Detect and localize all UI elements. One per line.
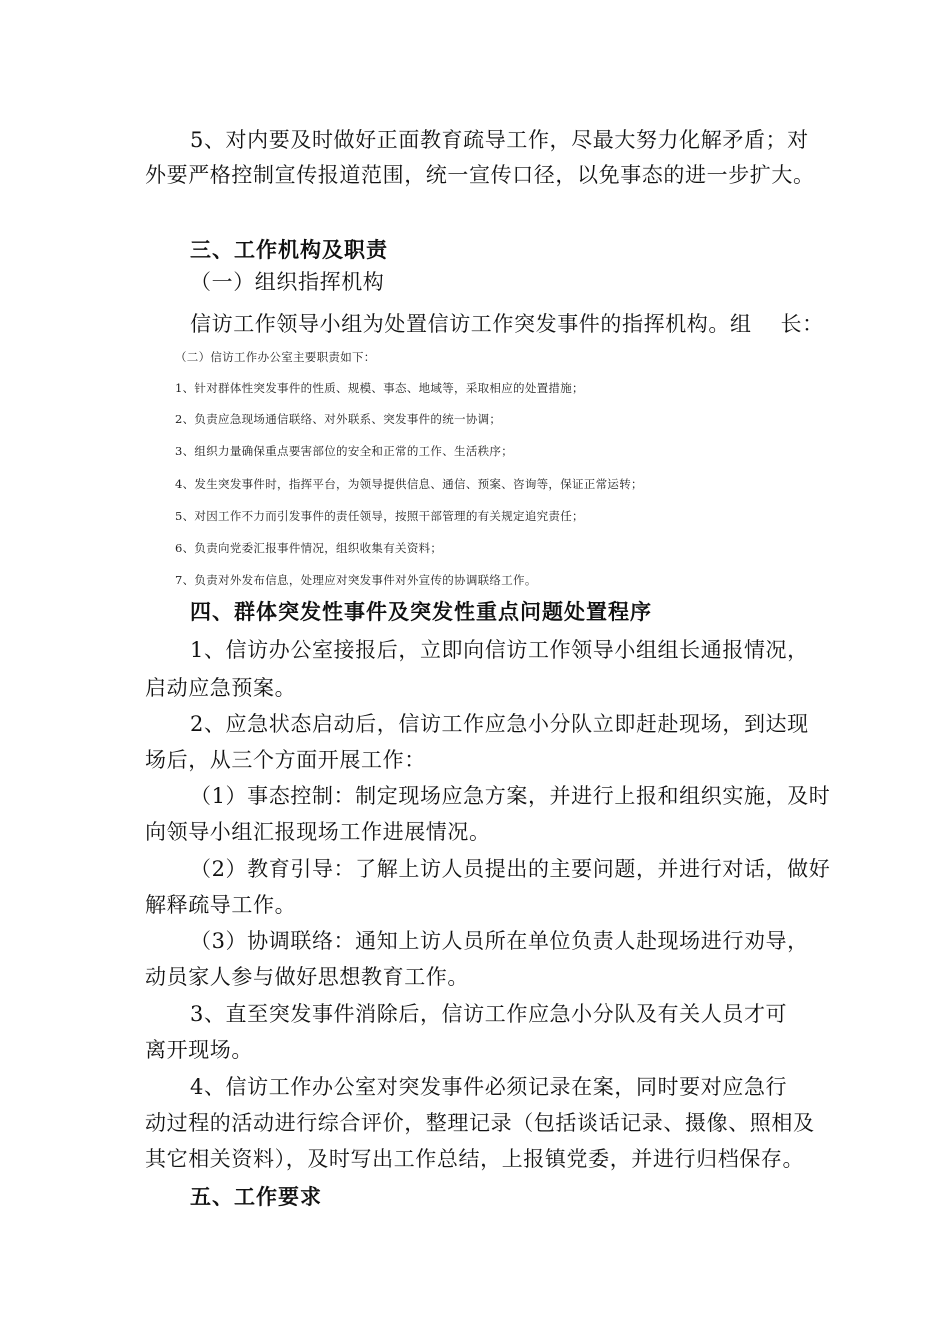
- paragraph-line: （2）教育引导：了解上访人员提出的主要问题，并进行对话，做好: [190, 857, 831, 881]
- paragraph-line: （1）事态控制：制定现场应急方案，并进行上报和组织实施，及时: [190, 784, 831, 808]
- paragraph-line: 解释疏导工作。: [145, 893, 297, 917]
- paragraph-line: 外要严格控制宣传报道范围，统一宣传口径，以免事态的进一步扩大。: [145, 163, 815, 187]
- duty-item: 2、负责应急现场通信联络、对外联系、突发事件的统一协调；: [175, 412, 502, 426]
- duty-item: 4、发生突发事件时，指挥平台，为领导提供信息、通信、预案、咨询等，保证正常运转；: [175, 477, 643, 491]
- duty-item: 6、负责向党委汇报事件情况，组织收集有关资料；: [175, 541, 443, 555]
- paragraph-line: （3）协调联络：通知上访人员所在单位负责人赴现场进行劝导，: [190, 929, 809, 953]
- paragraph-line: 2、应急状态启动后，信访工作应急小分队立即赶赴现场，到达现: [190, 712, 809, 736]
- duty-item: 3、组织力量确保重点要害部位的安全和正常的工作、生活秩序；: [175, 444, 514, 458]
- paragraph-line: 启动应急预案。: [145, 676, 297, 700]
- paragraph-line: 信访工作领导小组为处置信访工作突发事件的指挥机构。组 长：: [190, 312, 824, 336]
- duty-item: 1、针对群体性突发事件的性质、规模、事态、地域等，采取相应的处置措施；: [175, 381, 584, 395]
- subsection-heading: （一）组织指挥机构: [190, 270, 385, 294]
- paragraph-line: 3、直至突发事件消除后，信访工作应急小分队及有关人员才可: [190, 1002, 788, 1026]
- paragraph-line: 4、信访工作办公室对突发事件必须记录在案，同时要对应急行: [190, 1075, 788, 1099]
- section-heading: 三、工作机构及职责: [190, 237, 388, 262]
- paragraph-line: 1、信访办公室接报后，立即向信访工作领导小组组长通报情况，: [190, 638, 809, 662]
- paragraph-line: 动过程的活动进行综合评价，整理记录（包括谈话记录、摄像、照相及: [145, 1111, 815, 1135]
- paragraph-line: 5、对内要及时做好正面教育疏导工作，尽最大努力化解矛盾；对: [190, 128, 809, 152]
- paragraph-line: 动员家人参与做好思想教育工作。: [145, 965, 469, 989]
- duty-item: 5、对因工作不力而引发事件的责任领导，按照干部管理的有关规定追究责任；: [175, 509, 584, 523]
- subsection-heading-small: （二）信访工作办公室主要职责如下：: [175, 350, 376, 364]
- paragraph-line: 场后，从三个方面开展工作：: [145, 748, 426, 772]
- paragraph-line: 离开现场。: [145, 1038, 253, 1062]
- paragraph-line: 其它相关资料），及时写出工作总结，上报镇党委，并进行归档保存。: [145, 1147, 805, 1171]
- duty-item: 7、负责对外发布信息，处理应对突发事件对外宣传的协调联络工作。: [175, 573, 537, 587]
- section-heading: 五、工作要求: [190, 1184, 322, 1209]
- section-heading: 四、群体突发性事件及突发性重点问题处置程序: [190, 599, 652, 624]
- paragraph-line: 向领导小组汇报现场工作进展情况。: [145, 820, 491, 844]
